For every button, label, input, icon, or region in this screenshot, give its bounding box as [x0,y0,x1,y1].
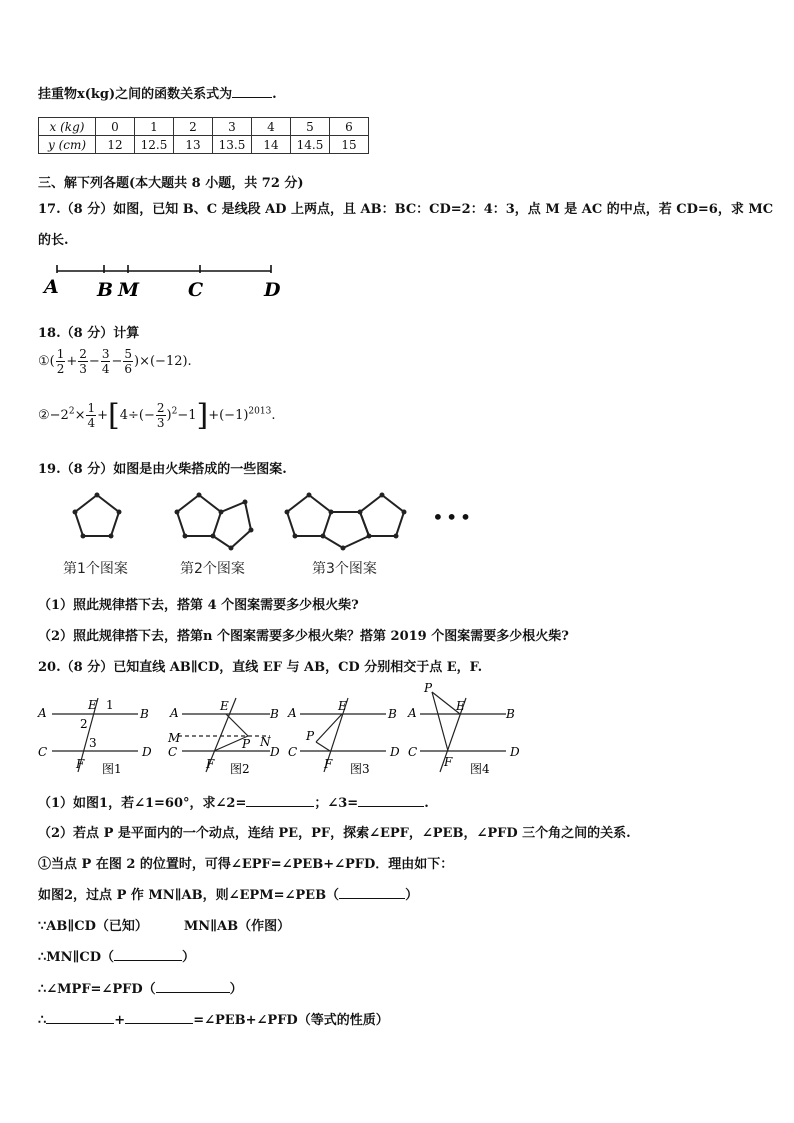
svg-text:A: A [408,706,417,720]
svg-text:D: D [270,745,280,759]
x-cell: 5 [291,118,330,136]
svg-text:E: E [338,699,347,713]
fig2-label: 图2 [230,762,250,776]
svg-text:1: 1 [106,698,114,712]
reason-blank [156,992,230,993]
q17-text-line2: 的长. [38,233,69,248]
y-cell: 12.5 [135,136,174,154]
svg-text:E: E [456,699,465,713]
section-heading: 三、解下列各题(本大题共 8 小题，共 72 分) [38,176,304,191]
fig3-label: 图3 [350,762,370,776]
y-cell: 12 [96,136,135,154]
svg-text:B: B [140,707,149,721]
svg-text:P: P [242,737,251,751]
ellipsis: ••• [432,505,474,529]
answer-blank [246,806,314,807]
pattern-1 [75,495,119,536]
svg-text:2: 2 [80,717,88,731]
svg-text:C: C [288,745,298,759]
segment-figure [40,260,300,302]
q19-sub2: （2）照此规律搭下去，搭第n 个图案需要多少根火柴？搭第 2019 个图案需要多少根火柴? [38,629,569,644]
x-label: x (kg) [39,118,96,136]
answer-blank [232,97,272,98]
svg-text:C: C [168,745,178,759]
svg-text:F: F [206,757,215,771]
pattern-1-label: 第1个图案 [63,561,128,577]
q20-step6: ∴ + =∠PEB+∠PFD（等式的性质） [38,1013,389,1028]
q20-heading: 20.（8 分）已知直线 AB∥CD，直线 EF 与 AB，CD 分别相交于点 E，F. [38,660,483,675]
svg-text:3: 3 [89,736,97,750]
q19-sub1: （1）照此规律搭下去，搭第 4 个图案需要多少根火柴? [38,598,359,613]
answer-blank [125,1023,193,1024]
label-c: C [188,279,204,301]
reason-blank [114,960,182,961]
reason-blank [339,898,405,899]
q18-heading: 18.（8 分）计算 [38,326,140,341]
q17-text-line1: 17.（8 分）如图，已知 B、C 是线段 AD 上两点，且 AB：BC：CD=2：4：3，点 M 是 AC 的中点，若 CD=6，求 MC [38,202,774,217]
q20-step5: ∴∠MPF=∠PFD（ ） [38,982,243,997]
label-b: B [97,279,114,301]
q19-heading: 19.（8 分）如图是由火柴搭成的一些图案. [38,462,287,477]
q18-expression-2: $②-2^2\times$ $\frac{1}{4}$ +[4÷(− $\frac{2}{3}$ )$^2-1]+(-1)^{2013}$. [38,398,276,433]
x-cell: 3 [213,118,252,136]
y-label: y (cm) [39,136,96,154]
svg-text:B: B [506,707,515,721]
fraction: $\frac{1}{4}$ [87,401,96,430]
fig4-label: 图4 [470,762,490,776]
svg-text:C: C [408,745,418,759]
fraction: $\frac{5}{6}$ [124,347,133,376]
svg-text:E: E [220,699,229,713]
svg-text:A: A [288,706,297,720]
svg-text:C: C [38,745,48,759]
y-cell: 13 [174,136,213,154]
svg-text:F: F [324,757,333,771]
pattern-3 [287,495,404,548]
svg-text:P: P [306,729,315,743]
fraction: $\frac{1}{2}$ [56,347,65,376]
q20-step1: ①当点 P 在图 2 的位置时，可得∠EPF=∠PEB+∠PFD．理由如下： [38,857,454,872]
fraction: $\frac{2}{3}$ [79,347,87,376]
x-cell: 2 [174,118,213,136]
svg-text:F: F [444,755,453,769]
parallel-lines-figures [34,680,534,780]
fig1-label: 图1 [102,762,122,776]
table-row-x [39,118,369,136]
svg-text:B: B [270,707,279,721]
q18-expression-1: ①( $\frac{1}{2}$ + $\frac{2}{3}$ − $\frac{3}{4}$ − $\frac{5}{6}$ )×(−12). [38,347,192,376]
svg-text:B: B [388,707,397,721]
label-d: D [264,279,281,301]
pattern-3-label: 第3个图案 [312,561,377,577]
pattern-2 [177,495,251,548]
svg-text:D: D [142,745,152,759]
label-m: M [118,279,140,301]
y-cell: 14 [252,136,291,154]
q20-sub2: （2）若点 P 是平面内的一个动点，连结 PE，PF，探索∠EPF，∠PEB，∠PFD 三个角之间的关系. [38,826,631,841]
y-cell: 15 [330,136,369,154]
svg-text:A: A [170,706,179,720]
x-cell: 0 [96,118,135,136]
svg-text:D: D [390,745,400,759]
q20-step2: 如图2，过点 P 作 MN∥AB，则∠EPM=∠PEB（ ） [38,888,419,903]
intro-line: 挂重物x(kg)之间的函数关系式为 . [38,87,277,102]
x-cell: 4 [252,118,291,136]
fraction: $\frac{3}{4}$ [101,347,110,376]
svg-text:P: P [424,681,433,695]
svg-text:A: A [38,706,47,720]
label-a: A [44,276,59,298]
svg-text:M: M [168,731,181,745]
svg-text:D: D [510,745,520,759]
y-cell: 14.5 [291,136,330,154]
q20-sub1: （1）如图1，若∠1=60°，求∠2= ；∠3= . [38,796,429,811]
answer-blank [46,1023,114,1024]
svg-text:E: E [88,698,97,712]
data-table [38,117,369,154]
intro-text: 挂重物x(kg)之间的函数关系式为 [38,87,233,102]
pattern-2-label: 第2个图案 [180,561,245,577]
q20-step3: ∵AB∥CD（已知） MN∥AB（作图） [38,919,291,934]
x-cell: 6 [330,118,369,136]
fraction: $\frac{2}{3}$ [156,401,165,430]
x-cell: 1 [135,118,174,136]
q20-step4: ∴MN∥CD（ ） [38,950,196,965]
svg-text:N: N [260,735,271,749]
y-cell: 13.5 [213,136,252,154]
answer-blank [358,806,424,807]
table-row-y [39,136,369,154]
svg-text:F: F [76,757,85,771]
